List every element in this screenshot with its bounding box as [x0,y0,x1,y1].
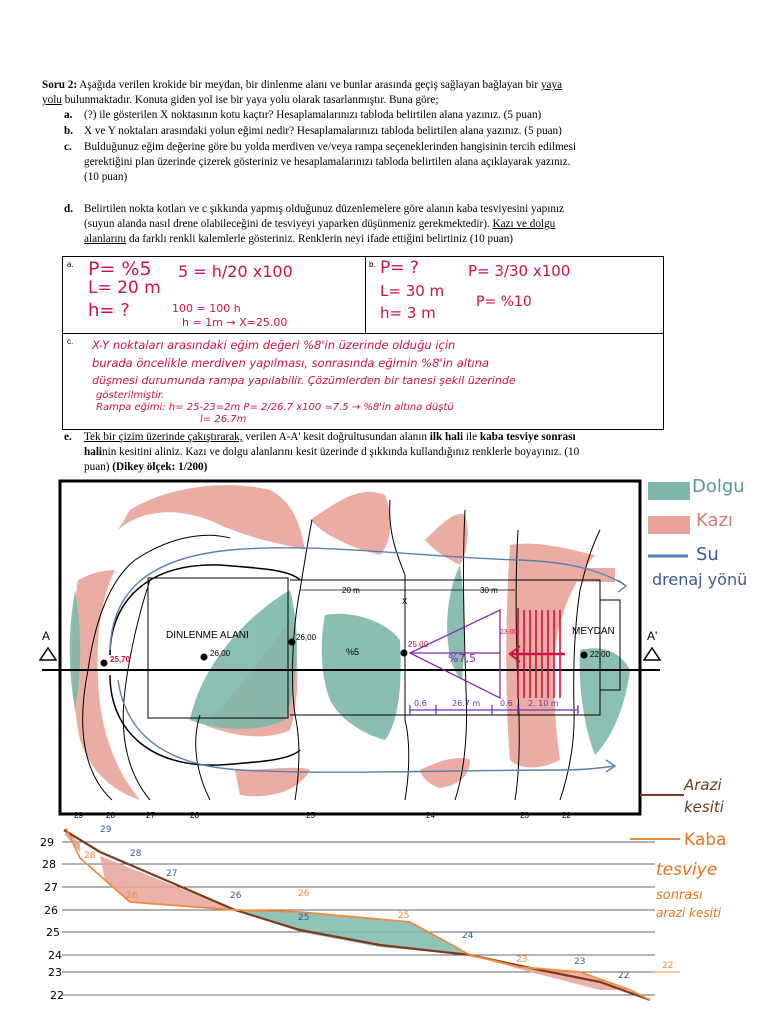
section-level-labels [40,836,64,1002]
dinlenme-alani-label: DINLENME ALANI [166,630,249,641]
level-23: 23 [48,966,62,979]
level-27: 27 [44,881,58,894]
section-drawing [0,822,768,1024]
item-c-text-3: (10 puan) [84,171,128,183]
item-d-text-3b: da farklı renkli kalemlerle gösteriniz. Renklerin neyi ifade ettiğini belirtiniz (10 puan) [126,233,514,245]
intro-text-2: bulunmaktadır. Konuta giden yol ise bir yaya yolu olarak tasarlanmıştır. Buna göre; [61,94,439,106]
item-c-text-1: Bulduğunuz eğim değerine göre bu yolda merdiven ve/veya rampa seçeneklerinden hangisinin tercih edilmesi [84,141,577,153]
question-header: Soru 2: [42,79,78,91]
ramp-dim-4: 2. 10 m [528,699,559,708]
answer-c-label: c. [67,337,74,346]
question-intro [42,78,662,108]
legend-kaba-2: tesviye [656,860,718,880]
level-25: 25 [46,926,60,939]
legend-kaba-4: arazi kesiti [656,906,722,920]
legend-drenaj: drenaj yönü [652,570,748,589]
item-e-underlined: Tek bir çizim üzerinde çakıştırarak, [84,431,243,443]
answer-a-formula-3: h = 1m → X=25.00 [182,316,288,329]
legend-kazi-swatch [648,516,690,534]
level-22: 22 [50,989,64,1002]
slope-7-5-label: %7,5 [448,652,476,665]
orig-mark-22: 22 [618,971,630,981]
legend-kaba-1: Kaba [684,830,727,850]
contour-22: 22 [562,811,571,820]
section-a-left-marker [40,648,56,660]
new-mark-23: 23 [516,955,528,965]
orig-mark-26: 26 [230,891,242,901]
item-e-text-1: verilen A-A' kesit doğrultusundan alanın [242,431,430,443]
legend-dolgu-swatch [648,482,690,500]
meydan-label: MEYDAN [572,626,615,637]
contour-29: 29 [74,811,83,820]
contour-27: 27 [146,811,155,820]
answer-a-line-3: h= ? [88,300,130,321]
item-a-key: a. [64,109,73,121]
item-c-text-2: gerektiğini plan üzerinde çizerek gösteriniz ve hesaplamalarınızı tabloda belirtilen alana açıklayarak yazınız. [84,156,571,168]
section-a-right: A' [647,629,658,643]
orig-mark-23: 23 [574,957,586,967]
item-b-key: b. [64,125,74,137]
orig-mark-24: 24 [462,931,474,941]
answer-c-line-2: burada öncelikle merdiven yapılması, sonrasında eğimin %8'in altına [92,356,489,370]
dim-30m-label: 30 m [480,586,498,595]
answer-a-line-2: L= 20 m [88,278,161,298]
item-d-text-3a: alanlarını [84,233,127,245]
question-item-d [64,202,704,247]
level-p5: 23.00 [500,629,518,636]
intro-link-yaya: yaya [540,79,563,91]
legend-arazi-line [640,790,690,800]
item-e-text-3: nin kesitini aliniz. Kazı ve dolgu alanlarını kesit üzerinde d şıkkında kullandığınız renklerle boyayınız. (10 [102,446,580,458]
item-e-bold-4: (Dikey ölçek: 1/200) [112,461,208,473]
question-item-e [64,430,704,475]
question-item-b [64,124,684,139]
contour-23: 23 [520,811,529,820]
x-mark-label: X [402,597,408,606]
answer-c-line-5: Rampa eğimi: h= 25-23=2m P= 2/26.7 x100 =7.5 → %8'in altına düştü [96,402,454,413]
orig-mark-28: 28 [130,849,142,859]
item-d-text-2a: (suyun alanda nasıl drene olabileceğini de tesviyeyi yaparken düşünmeniz gerekmektedir). [84,218,493,230]
section-a-right-marker [644,648,660,660]
item-e-bold-1: ilk hali [429,431,464,443]
level-p1: 25,70 [110,655,131,664]
answer-a-formula-2: 100 = 100 h [172,302,241,315]
contour-24: 24 [426,811,435,820]
new-mark-28: 28 [84,851,96,861]
answer-b-line-3: h= 3 m [380,304,436,322]
legend-arazi-1: Arazi [684,776,722,794]
legend-kazi: Kazı [696,510,733,531]
answer-b-line-2: L= 30 m [380,282,445,300]
item-a-text: (?) ile gösterilen X noktasının kotu kaçtır? Hesaplamalarınızı tabloda belirtilen alana yazınız. (5 puan) [84,109,542,121]
answer-c-line-4: gösterilmiştir. [96,390,165,401]
answer-b-label: b. [369,260,376,269]
level-29: 29 [40,836,54,849]
contour-25: 25 [306,811,315,820]
orig-mark-27: 27 [166,869,178,879]
slope-5-label: %5 [346,647,360,657]
level-26: 26 [44,904,58,917]
item-b-text: X ve Y noktaları arasındaki yolun eğimi nedir? Hesaplamalarınızı tabloda belirtilen alana yazınız. (5 puan) [84,125,562,137]
new-mark-22: 22 [662,961,674,971]
section-kazi-fill [64,832,630,990]
new-mark-25: 25 [398,911,410,921]
contour-26: 26 [190,811,199,820]
item-d-text-1: Belirtilen nokta kotları ve c şıkkında yapmış olduğunuz düzenlemelere göre alanın kaba tesviyesini yapınız [84,203,564,215]
level-p3: 26,00 [210,649,231,658]
intro-link-yolu: yolu [42,94,62,106]
intro-text-1: Aşağıda verilen krokide bir meydan, bir dinlenme alanı ve bunlar arasında geçiş sağlayan bağlayan bir [77,79,541,91]
item-d-key: d. [64,203,74,215]
answer-a-formula-1: 5 = h/20 x100 [178,262,293,281]
item-e-key: e. [64,431,72,443]
item-e-text-4: puan) [84,461,113,473]
answer-a-line-1: P= %5 [88,258,152,280]
item-c-key: c. [64,141,72,153]
legend-dolgu: Dolgu [692,476,745,497]
level-p4: 25.00 [408,640,429,649]
level-28: 28 [42,858,56,871]
answer-c-line-1: X-Y noktaları arasındaki eğim değeri %8'in üzerinde olduğu için [92,338,456,352]
ramp-dim-2: 26.7 m [452,699,481,708]
legend-kaba-3: sonrası [656,888,703,903]
answer-b-formula-2: P= %10 [476,294,532,310]
legend-arazi-2: kesiti [684,798,724,816]
legend-su: Su [696,544,719,565]
dim-20m-label: 20 m [342,586,360,595]
ramp-dim-1: 0.6 [414,699,427,708]
answer-c-line-6: l= 26.7m [200,414,247,425]
answer-b-line-1: P= ? [380,258,419,278]
answer-a-label: a. [67,260,74,269]
section-a-left: A [42,629,51,643]
new-mark-26b: 26 [298,889,310,899]
item-e-bold-3: hali [84,446,103,458]
level-p6: 22,00 [590,650,611,659]
level-p2: 26,00 [296,633,317,642]
orig-mark-25: 25 [298,913,310,923]
contour-28: 28 [106,811,115,820]
original-terrain-line [64,830,650,1000]
question-item-a [64,108,684,123]
item-d-text-2b: Kazı ve dolgu [492,218,556,230]
answer-c-line-3: düşmesi durumunda rampa yapılabilir. Çözümlerden bir tanesi şekil üzerinde [92,374,516,387]
new-mark-26a: 26 [126,891,138,901]
orig-mark-29: 29 [100,825,112,835]
level-24: 24 [48,949,62,962]
question-item-c [64,140,704,185]
ramp-dim-3: 0.6 [500,699,513,708]
answer-b-formula-1: P= 3/30 x100 [468,262,571,280]
item-e-text-2: ile [463,431,480,443]
item-e-bold-2: kaba tesviye sonrası [479,431,576,443]
